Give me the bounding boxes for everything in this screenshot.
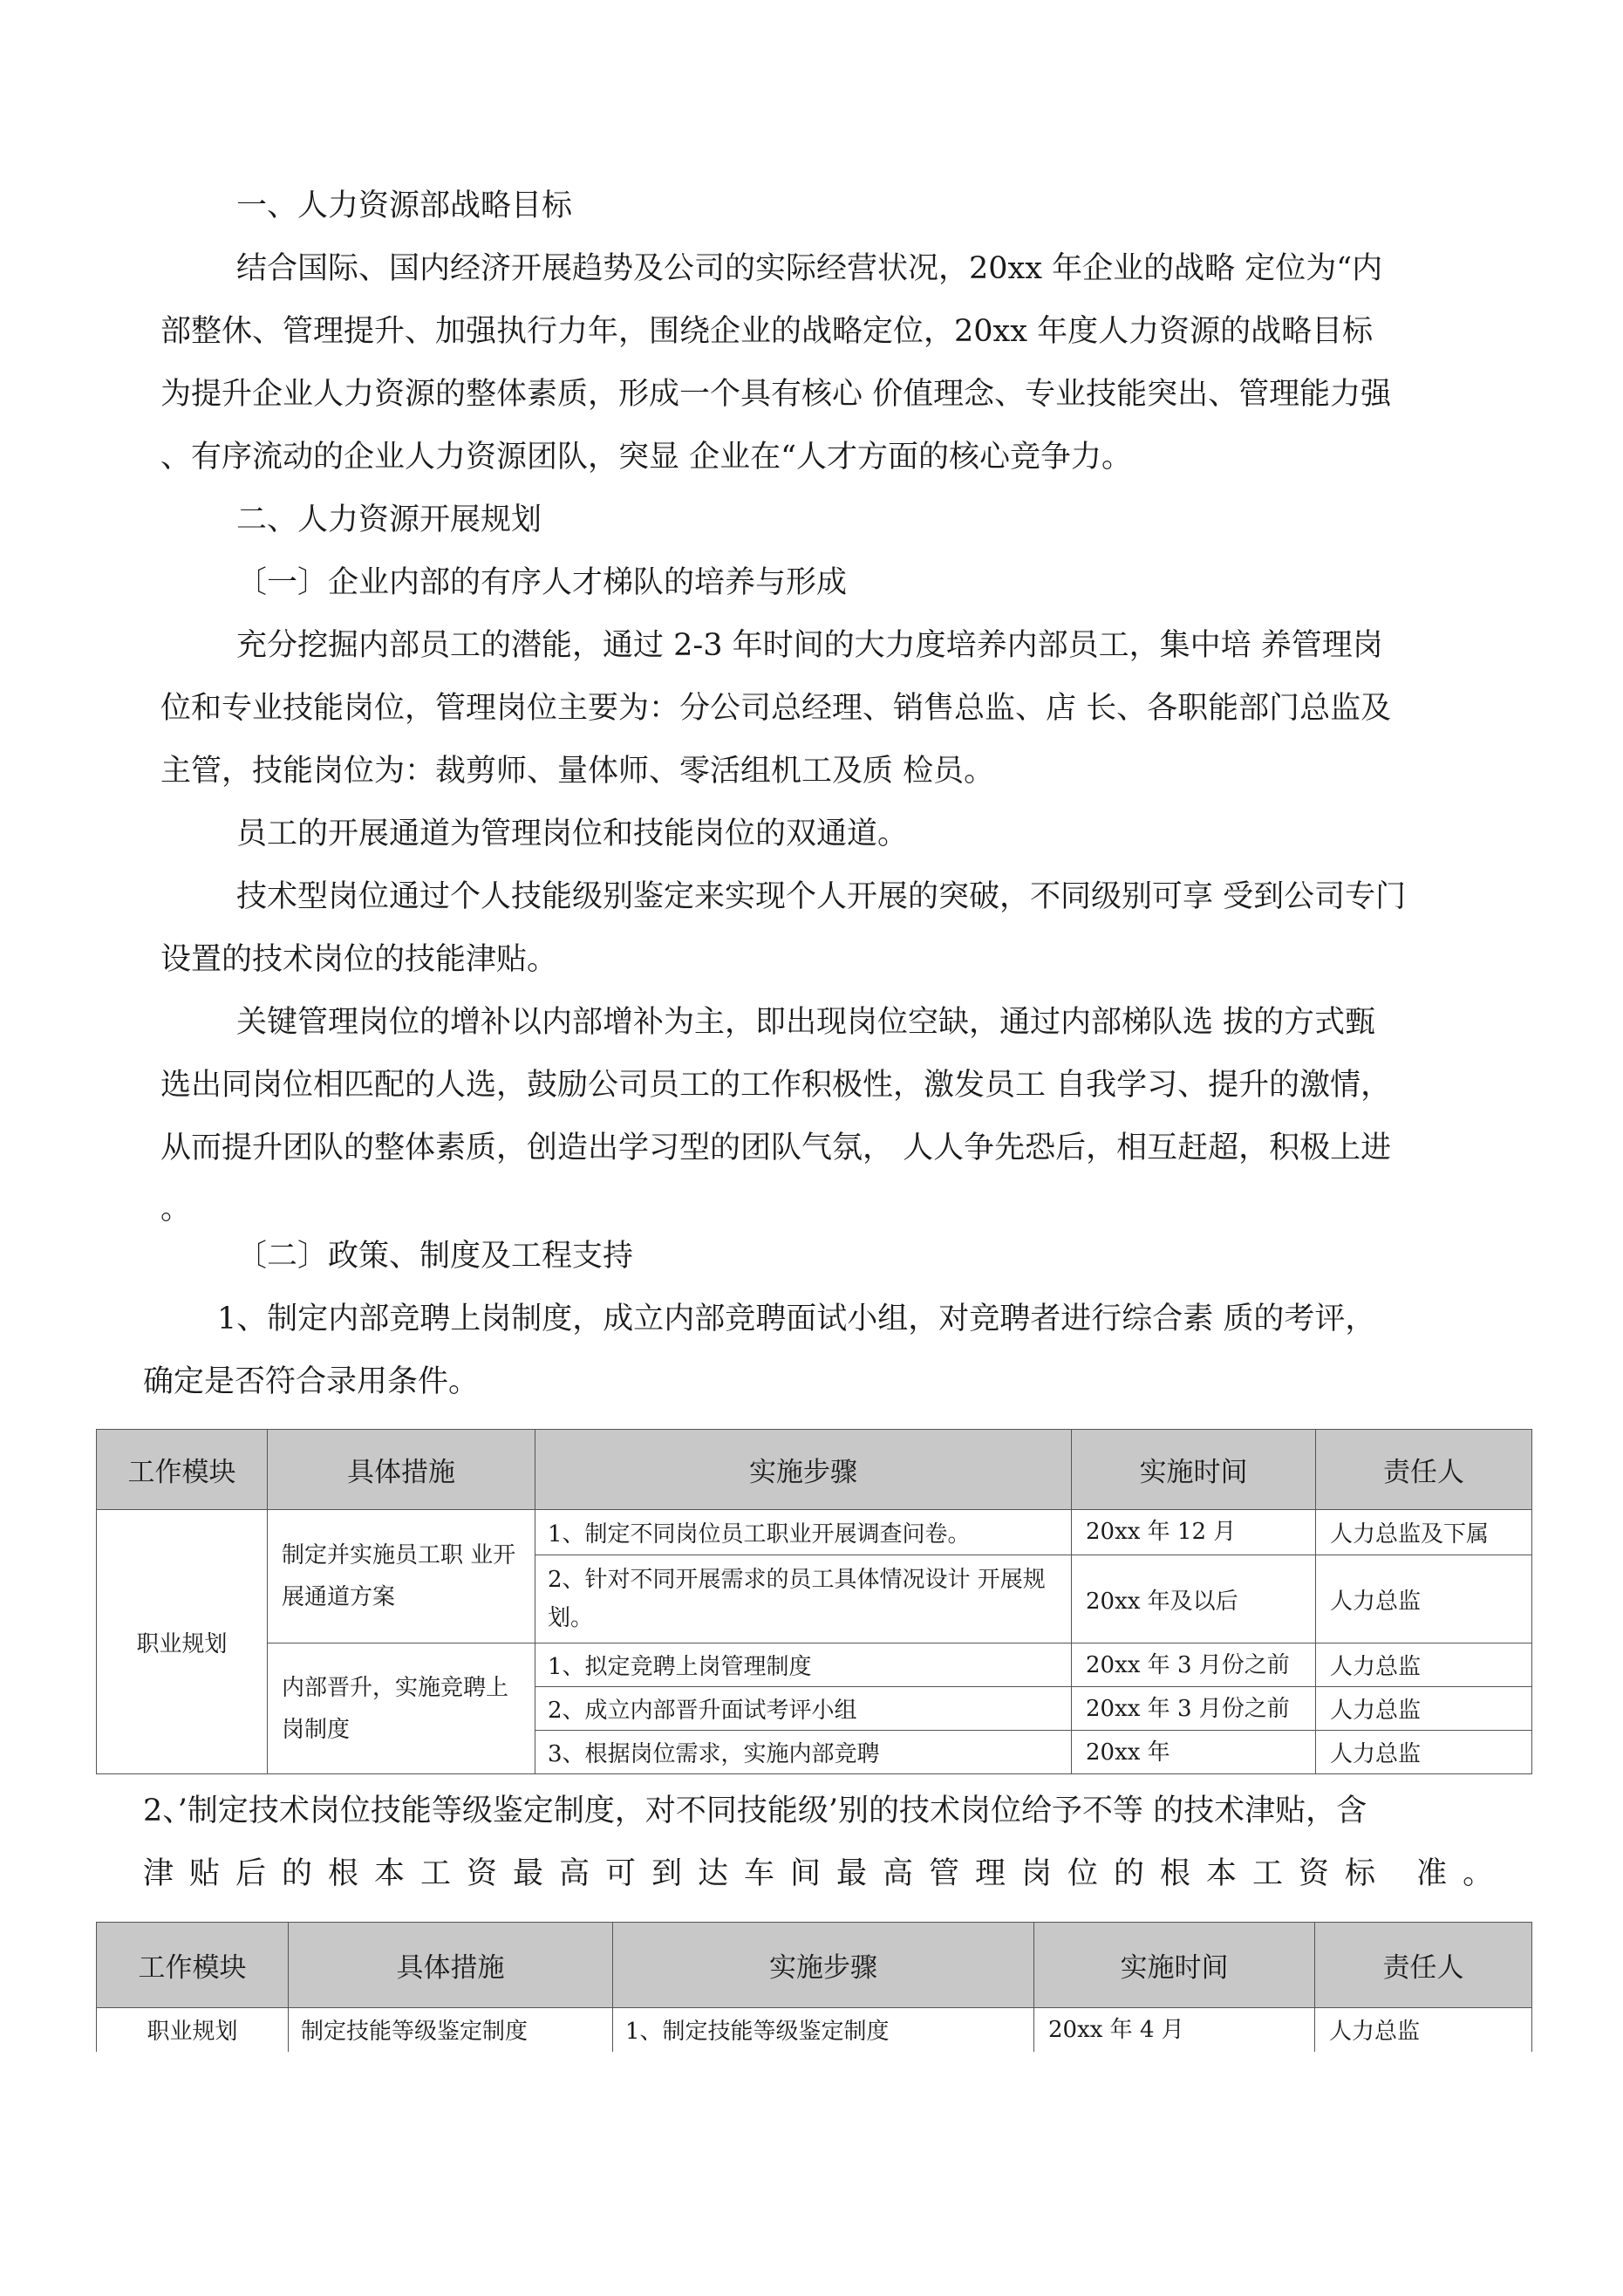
item-line: 2、’制定技术岗位技能等级鉴定制度，对不同技能级’别的技术岗位给予不等 的技术津贴，含 — [143, 1794, 1367, 1828]
person-cell: 人力总监及下属 — [1316, 1510, 1532, 1555]
time-cell: 20xx 年 3 月份之前 — [1072, 1643, 1316, 1687]
header-measure: 具体措施 — [289, 1923, 613, 2008]
step-cell: 2、针对不同开展需求的员工具体情况设计 开展规划。 — [535, 1555, 1072, 1643]
header-time: 实施时间 — [1034, 1923, 1315, 2008]
step-cell: 1、制定技能等级鉴定制度 — [613, 2008, 1034, 2052]
measure-cell: 制定并实施员工职 业开展通道方案 — [268, 1510, 535, 1643]
step-cell: 1、制定不同岗位员工职业开展调查问卷。 — [535, 1510, 1072, 1555]
module-cell: 职业规划 — [97, 2008, 289, 2052]
header-person: 责任人 — [1316, 1430, 1532, 1510]
table-row — [97, 1643, 1532, 1687]
section-heading-development: 二、人力资源开展规划 — [236, 502, 542, 537]
section-heading-strategy: 一、人力资源部战略目标 — [236, 188, 573, 223]
paragraph-line: 主管，技能岗位为：裁剪师、量体师、零活组机工及质 检员。 — [160, 754, 995, 789]
item-line: 津贴后的根本工资最高可到达车间最高管理岗位的根本工资标 准。 — [143, 1856, 1510, 1891]
module-cell: 职业规划 — [97, 1510, 268, 1774]
paragraph-line: 选出同岗位相匹配的人选，鼓励公司员工的工作积极性，激发员工 自我学习、提升的激情， — [160, 1068, 1392, 1103]
paragraph-line: 技术型岗位通过个人技能级别鉴定来实现个人开展的突破，不同级别可享 受到公司专门 — [236, 879, 1407, 914]
paragraph-line: 充分挖掘内部员工的潜能，通过 2-3 年时间的大力度培养内部员工，集中培 养管理岗 — [236, 628, 1383, 663]
paragraph-line: 。 — [160, 1192, 192, 1227]
paragraph-line: 关键管理岗位的增补以内部增补为主，即出现岗位空缺，通过内部梯队选 拔的方式甄 — [236, 1005, 1376, 1040]
paragraph-line: 从而提升团队的整体素质，创造出学习型的团队气氛， 人人争先恐后，相互赶超，积极上进 — [160, 1131, 1392, 1165]
subsection-heading-talent: 〔一〕企业内部的有序人才梯队的培养与形成 — [236, 565, 848, 600]
career-planning-table — [96, 1429, 1532, 1774]
time-cell: 20xx 年及以后 — [1072, 1555, 1316, 1643]
table-row — [97, 2008, 1532, 2052]
header-time: 实施时间 — [1072, 1430, 1316, 1510]
subsection-heading-policy: 〔二〕政策、制度及工程支持 — [236, 1239, 634, 1274]
time-cell: 20xx 年 12 月 — [1072, 1510, 1316, 1555]
header-measure: 具体措施 — [268, 1430, 535, 1510]
time-cell: 20xx 年 4 月 — [1034, 2008, 1315, 2052]
item-line: 确定是否符合录用条件。 — [143, 1364, 480, 1399]
measure-cell: 内部晋升，实施竞聘上岗制度 — [268, 1643, 535, 1774]
paragraph-line: 为提升企业人力资源的整体素质，形成一个具有核心 价值理念、专业技能突出、管理能力强 — [160, 377, 1392, 412]
table-header-row — [97, 1923, 1532, 2008]
header-steps: 实施步骤 — [613, 1923, 1034, 2008]
person-cell: 人力总监 — [1316, 1643, 1532, 1687]
skill-level-table — [96, 1922, 1532, 2052]
header-steps: 实施步骤 — [535, 1430, 1072, 1510]
time-cell: 20xx 年 — [1072, 1731, 1316, 1774]
paragraph-line: 部整休、管理提升、加强执行力年，围绕企业的战略定位，20xx 年度人力资源的战略目标 — [160, 314, 1374, 349]
paragraph-line: 结合国际、国内经济开展趋势及公司的实际经营状况，20xx 年企业的战略 定位为“内 — [236, 251, 1383, 286]
paragraph-line: 员工的开展通道为管理岗位和技能岗位的双通道。 — [236, 817, 909, 851]
step-cell: 3、根据岗位需求，实施内部竞聘 — [535, 1731, 1072, 1774]
person-cell: 人力总监 — [1316, 1555, 1532, 1643]
person-cell: 人力总监 — [1315, 2008, 1532, 2052]
header-module: 工作模块 — [97, 1430, 268, 1510]
table-row — [97, 1510, 1532, 1555]
table-header-row — [97, 1430, 1532, 1510]
header-module: 工作模块 — [97, 1923, 289, 2008]
item-line: 1、制定内部竞聘上岗制度，成立内部竞聘面试小组，对竞聘者进行综合素 质的考评， — [217, 1302, 1376, 1336]
step-cell: 1、拟定竞聘上岗管理制度 — [535, 1643, 1072, 1687]
paragraph-line: 设置的技术岗位的技能津贴。 — [160, 942, 558, 977]
person-cell: 人力总监 — [1316, 1687, 1532, 1731]
header-person: 责任人 — [1315, 1923, 1532, 2008]
measure-cell: 制定技能等级鉴定制度 — [289, 2008, 613, 2052]
time-cell: 20xx 年 3 月份之前 — [1072, 1687, 1316, 1731]
paragraph-line: 、有序流动的企业人力资源团队，突显 企业在“人才方面的核心竞争力。 — [160, 440, 1133, 475]
person-cell: 人力总监 — [1316, 1731, 1532, 1774]
step-cell: 2、成立内部晋升面试考评小组 — [535, 1687, 1072, 1731]
paragraph-line: 位和专业技能岗位，管理岗位主要为：分公司总经理、销售总监、店 长、各职能部门总监及 — [160, 691, 1392, 726]
